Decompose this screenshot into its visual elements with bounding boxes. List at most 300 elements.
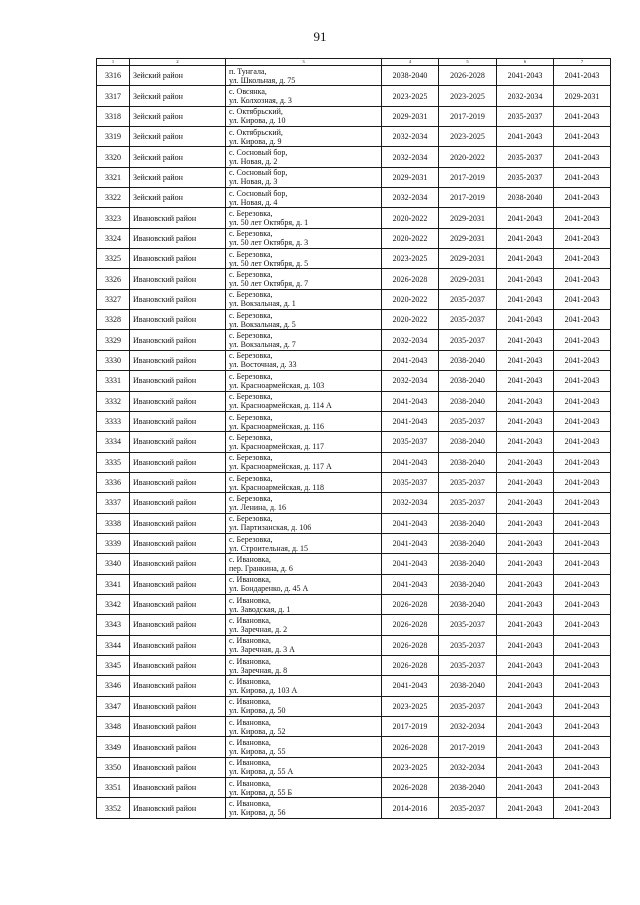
district-cell: Ивановский район	[130, 513, 226, 533]
address-cell	[226, 249, 382, 269]
table-row	[97, 554, 611, 574]
table-row	[97, 66, 611, 86]
period-cell-1: 2032-2034	[382, 493, 439, 513]
period-cell-4: 2041-2043	[554, 493, 611, 513]
address-cell	[226, 635, 382, 655]
address-settlement: с. Ивановка,	[229, 636, 271, 646]
address-street: ул. Кирова, д. 55	[229, 747, 286, 757]
period-cell-4: 2041-2043	[554, 106, 611, 126]
district-cell: Зейский район	[130, 127, 226, 147]
address-settlement: с. Сосновый бор,	[229, 168, 288, 178]
period-cell-1: 2026-2028	[382, 269, 439, 289]
row-number-cell: 3343	[97, 615, 130, 635]
address-settlement: с. Березовка,	[229, 310, 273, 320]
address-settlement: с. Березовка,	[229, 392, 273, 402]
address-cell	[226, 66, 382, 86]
period-cell-1: 2026-2028	[382, 778, 439, 798]
period-cell-1: 2023-2025	[382, 696, 439, 716]
address-street: ул. Новая, д. 3	[229, 177, 278, 187]
address-street: ул. 50 лет Октября, д. 3	[229, 238, 309, 248]
period-cell-1: 2026-2028	[382, 737, 439, 757]
address-cell	[226, 106, 382, 126]
period-cell-4: 2041-2043	[554, 513, 611, 533]
period-cell-3: 2041-2043	[497, 228, 554, 248]
address-cell	[226, 717, 382, 737]
district-cell: Ивановский район	[130, 493, 226, 513]
period-cell-3: 2041-2043	[497, 533, 554, 553]
row-number-cell: 3318	[97, 106, 130, 126]
period-cell-2: 2029-2031	[439, 269, 497, 289]
district-cell: Ивановский район	[130, 717, 226, 737]
table-row	[97, 452, 611, 472]
table-row	[97, 655, 611, 675]
period-cell-3: 2041-2043	[497, 371, 554, 391]
district-cell: Ивановский район	[130, 269, 226, 289]
table-row	[97, 188, 611, 208]
period-cell-2: 2035-2037	[439, 615, 497, 635]
period-cell-4: 2029-2031	[554, 86, 611, 106]
address-street: ул. Красноармейская, д. 117 А	[229, 462, 332, 472]
period-cell-2: 2035-2037	[439, 310, 497, 330]
address-cell	[226, 147, 382, 167]
period-cell-4: 2041-2043	[554, 350, 611, 370]
period-cell-1: 2029-2031	[382, 106, 439, 126]
period-cell-1: 2020-2022	[382, 208, 439, 228]
period-cell-4: 2041-2043	[554, 147, 611, 167]
district-cell: Зейский район	[130, 188, 226, 208]
address-cell	[226, 228, 382, 248]
period-cell-3: 2035-2037	[497, 147, 554, 167]
address-settlement: с. Березовка,	[229, 209, 273, 219]
period-cell-4: 2041-2043	[554, 391, 611, 411]
address-settlement: с. Овсянка,	[229, 87, 267, 97]
table-row	[97, 86, 611, 106]
column-number-5: 5	[439, 59, 497, 66]
address-cell	[226, 737, 382, 757]
address-cell	[226, 533, 382, 553]
table-row	[97, 269, 611, 289]
period-cell-2: 2038-2040	[439, 371, 497, 391]
period-cell-2: 2035-2037	[439, 289, 497, 309]
period-cell-2: 2029-2031	[439, 208, 497, 228]
address-settlement: с. Ивановка,	[229, 554, 271, 564]
period-cell-2: 2020-2022	[439, 147, 497, 167]
period-cell-4: 2041-2043	[554, 717, 611, 737]
address-street: ул. Заречная, д. 2	[229, 624, 288, 634]
address-cell	[226, 493, 382, 513]
period-cell-1: 2023-2025	[382, 757, 439, 777]
table-row	[97, 350, 611, 370]
period-cell-3: 2041-2043	[497, 513, 554, 533]
period-cell-4: 2041-2043	[554, 757, 611, 777]
address-cell	[226, 371, 382, 391]
period-cell-2: 2035-2037	[439, 472, 497, 492]
address-street: ул. Кирова, д. 55 А	[229, 767, 294, 777]
period-cell-2: 2038-2040	[439, 432, 497, 452]
address-street: ул. Ленина, д. 16	[229, 502, 287, 512]
address-settlement: с. Ивановка,	[229, 615, 271, 625]
period-cell-1: 2029-2031	[382, 167, 439, 187]
period-cell-2: 2038-2040	[439, 676, 497, 696]
table-body	[97, 66, 611, 819]
column-number-row	[97, 59, 611, 66]
row-number-cell: 3324	[97, 228, 130, 248]
address-cell	[226, 696, 382, 716]
period-cell-2: 2032-2034	[439, 717, 497, 737]
period-cell-4: 2041-2043	[554, 289, 611, 309]
address-cell	[226, 798, 382, 818]
period-cell-1: 2020-2022	[382, 310, 439, 330]
period-cell-1: 2041-2043	[382, 513, 439, 533]
address-street: ул. 50 лет Октября, д. 7	[229, 279, 309, 289]
district-cell: Ивановский район	[130, 330, 226, 350]
period-cell-4: 2041-2043	[554, 432, 611, 452]
period-cell-2: 2023-2025	[439, 127, 497, 147]
row-number-cell: 3352	[97, 798, 130, 818]
district-cell: Ивановский район	[130, 737, 226, 757]
table-row	[97, 432, 611, 452]
address-settlement: с. Ивановка,	[229, 676, 271, 686]
period-cell-1: 2032-2034	[382, 147, 439, 167]
period-cell-3: 2041-2043	[497, 594, 554, 614]
period-cell-4: 2041-2043	[554, 188, 611, 208]
table-row	[97, 106, 611, 126]
period-cell-3: 2041-2043	[497, 66, 554, 86]
address-street: ул. Кирова, д. 9	[229, 136, 282, 146]
table-row	[97, 330, 611, 350]
district-cell: Ивановский район	[130, 310, 226, 330]
table-row	[97, 696, 611, 716]
address-settlement: с. Березовка,	[229, 514, 273, 524]
district-cell: Зейский район	[130, 106, 226, 126]
period-cell-2: 2026-2028	[439, 66, 497, 86]
period-cell-3: 2041-2043	[497, 127, 554, 147]
period-cell-2: 2038-2040	[439, 391, 497, 411]
row-number-cell: 3349	[97, 737, 130, 757]
period-cell-1: 2032-2034	[382, 330, 439, 350]
address-cell	[226, 615, 382, 635]
address-cell	[226, 269, 382, 289]
address-settlement: с. Сосновый бор,	[229, 188, 288, 198]
table-row	[97, 513, 611, 533]
table-row	[97, 310, 611, 330]
period-cell-3: 2041-2043	[497, 655, 554, 675]
period-cell-2: 2038-2040	[439, 574, 497, 594]
table-row	[97, 411, 611, 431]
district-cell: Ивановский район	[130, 655, 226, 675]
period-cell-3: 2041-2043	[497, 798, 554, 818]
address-cell	[226, 676, 382, 696]
row-number-cell: 3336	[97, 472, 130, 492]
period-cell-4: 2041-2043	[554, 554, 611, 574]
period-cell-1: 2041-2043	[382, 391, 439, 411]
district-cell: Зейский район	[130, 147, 226, 167]
row-number-cell: 3345	[97, 655, 130, 675]
table-row	[97, 594, 611, 614]
period-cell-1: 2041-2043	[382, 452, 439, 472]
address-street: ул. Школьная, д. 75	[229, 75, 296, 85]
period-cell-1: 2032-2034	[382, 371, 439, 391]
period-cell-1: 2041-2043	[382, 350, 439, 370]
district-cell: Ивановский район	[130, 452, 226, 472]
address-settlement: с. Березовка,	[229, 534, 273, 544]
address-settlement: с. Березовка,	[229, 351, 273, 361]
row-number-cell: 3332	[97, 391, 130, 411]
table-row	[97, 228, 611, 248]
address-cell	[226, 778, 382, 798]
district-cell: Ивановский район	[130, 289, 226, 309]
column-number-2: 2	[130, 59, 226, 66]
address-street: ул. Бондаренко, д. 45 А	[229, 584, 309, 594]
address-settlement: п. Тунгала,	[229, 66, 267, 76]
register-table	[96, 58, 611, 819]
period-cell-2: 2038-2040	[439, 778, 497, 798]
address-settlement: с. Октябрьский,	[229, 107, 283, 117]
address-cell	[226, 452, 382, 472]
district-cell: Ивановский район	[130, 208, 226, 228]
address-settlement: с. Березовка,	[229, 229, 273, 239]
period-cell-2: 2017-2019	[439, 167, 497, 187]
address-cell	[226, 350, 382, 370]
period-cell-3: 2041-2043	[497, 310, 554, 330]
period-cell-1: 2032-2034	[382, 188, 439, 208]
period-cell-4: 2041-2043	[554, 696, 611, 716]
period-cell-3: 2041-2043	[497, 696, 554, 716]
address-settlement: с. Березовка,	[229, 331, 273, 341]
address-cell	[226, 574, 382, 594]
table-row	[97, 615, 611, 635]
period-cell-4: 2041-2043	[554, 269, 611, 289]
address-settlement: с. Ивановка,	[229, 575, 271, 585]
address-street: ул. Кирова, д. 10	[229, 116, 286, 126]
period-cell-1: 2023-2025	[382, 249, 439, 269]
address-settlement: с. Ивановка,	[229, 799, 271, 809]
period-cell-3: 2041-2043	[497, 249, 554, 269]
address-street: ул. Красноармейская, д. 117	[229, 441, 325, 451]
address-cell	[226, 411, 382, 431]
district-cell: Ивановский район	[130, 411, 226, 431]
district-cell: Ивановский район	[130, 757, 226, 777]
row-number-cell: 3347	[97, 696, 130, 716]
period-cell-2: 2017-2019	[439, 737, 497, 757]
table-row	[97, 574, 611, 594]
period-cell-1: 2026-2028	[382, 635, 439, 655]
period-cell-4: 2041-2043	[554, 411, 611, 431]
row-number-cell: 3344	[97, 635, 130, 655]
row-number-cell: 3316	[97, 66, 130, 86]
period-cell-3: 2041-2043	[497, 411, 554, 431]
address-cell	[226, 208, 382, 228]
district-cell: Зейский район	[130, 66, 226, 86]
district-cell: Ивановский район	[130, 472, 226, 492]
address-street: ул. Кирова, д. 52	[229, 726, 286, 736]
column-number-3: 3	[226, 59, 382, 66]
address-cell	[226, 127, 382, 147]
address-street: ул. Заречная, д. 8	[229, 665, 288, 675]
column-number-4: 4	[382, 59, 439, 66]
address-settlement: с. Березовка,	[229, 270, 273, 280]
period-cell-3: 2035-2037	[497, 106, 554, 126]
period-cell-2: 2029-2031	[439, 249, 497, 269]
address-street: ул. Кирова, д. 55 Б	[229, 787, 293, 797]
row-number-cell: 3342	[97, 594, 130, 614]
period-cell-3: 2038-2040	[497, 188, 554, 208]
district-cell: Ивановский район	[130, 533, 226, 553]
district-cell: Ивановский район	[130, 778, 226, 798]
period-cell-3: 2041-2043	[497, 778, 554, 798]
period-cell-2: 2035-2037	[439, 655, 497, 675]
table-row	[97, 737, 611, 757]
column-number-7: 7	[554, 59, 611, 66]
district-cell: Ивановский район	[130, 554, 226, 574]
period-cell-3: 2041-2043	[497, 493, 554, 513]
period-cell-4: 2041-2043	[554, 594, 611, 614]
period-cell-4: 2041-2043	[554, 676, 611, 696]
row-number-cell: 3340	[97, 554, 130, 574]
address-street: ул. Заводская, д. 1	[229, 604, 291, 614]
period-cell-4: 2041-2043	[554, 228, 611, 248]
table-row	[97, 127, 611, 147]
period-cell-2: 2038-2040	[439, 513, 497, 533]
table-row	[97, 493, 611, 513]
address-settlement: с. Ивановка,	[229, 595, 271, 605]
table-row	[97, 249, 611, 269]
period-cell-1: 2026-2028	[382, 594, 439, 614]
period-cell-2: 2038-2040	[439, 554, 497, 574]
period-cell-1: 2038-2040	[382, 66, 439, 86]
period-cell-4: 2041-2043	[554, 330, 611, 350]
address-street: пер. Гранкина, д. 6	[229, 563, 293, 573]
address-cell	[226, 391, 382, 411]
period-cell-3: 2041-2043	[497, 432, 554, 452]
address-cell	[226, 289, 382, 309]
row-number-cell: 3325	[97, 249, 130, 269]
table-row	[97, 778, 611, 798]
period-cell-4: 2041-2043	[554, 371, 611, 391]
row-number-cell: 3348	[97, 717, 130, 737]
row-number-cell: 3333	[97, 411, 130, 431]
address-cell	[226, 513, 382, 533]
period-cell-1: 2032-2034	[382, 127, 439, 147]
district-cell: Ивановский район	[130, 798, 226, 818]
address-cell	[226, 330, 382, 350]
period-cell-2: 2038-2040	[439, 452, 497, 472]
address-settlement: с. Ивановка,	[229, 717, 271, 727]
period-cell-3: 2041-2043	[497, 574, 554, 594]
row-number-cell: 3339	[97, 533, 130, 553]
period-cell-1: 2026-2028	[382, 615, 439, 635]
period-cell-1: 2023-2025	[382, 86, 439, 106]
period-cell-1: 2041-2043	[382, 676, 439, 696]
address-street: ул. Восточная, д. 33	[229, 360, 297, 370]
period-cell-3: 2035-2037	[497, 167, 554, 187]
period-cell-1: 2026-2028	[382, 655, 439, 675]
row-number-cell: 3351	[97, 778, 130, 798]
address-cell	[226, 86, 382, 106]
address-street: ул. Вокзальная, д. 5	[229, 319, 296, 329]
address-street: ул. Колхозная, д. 3	[229, 96, 292, 106]
column-number-1: 1	[97, 59, 130, 66]
period-cell-3: 2032-2034	[497, 86, 554, 106]
period-cell-3: 2041-2043	[497, 737, 554, 757]
address-cell	[226, 310, 382, 330]
address-settlement: с. Ивановка,	[229, 758, 271, 768]
address-street: ул. Красноармейская, д. 103	[229, 380, 325, 390]
district-cell: Ивановский район	[130, 574, 226, 594]
period-cell-1: 2041-2043	[382, 533, 439, 553]
period-cell-3: 2041-2043	[497, 554, 554, 574]
period-cell-3: 2041-2043	[497, 289, 554, 309]
period-cell-2: 2029-2031	[439, 228, 497, 248]
page-number: 91	[313, 29, 327, 44]
period-cell-4: 2041-2043	[554, 167, 611, 187]
period-cell-4: 2041-2043	[554, 655, 611, 675]
period-cell-3: 2041-2043	[497, 757, 554, 777]
district-cell: Ивановский район	[130, 615, 226, 635]
address-settlement: с. Ивановка,	[229, 738, 271, 748]
period-cell-1: 2020-2022	[382, 228, 439, 248]
address-settlement: с. Ивановка,	[229, 656, 271, 666]
period-cell-2: 2038-2040	[439, 350, 497, 370]
period-cell-2: 2017-2019	[439, 106, 497, 126]
address-street: ул. Красноармейская, д. 116	[229, 421, 325, 431]
address-settlement: с. Березовка,	[229, 371, 273, 381]
row-number-cell: 3334	[97, 432, 130, 452]
address-cell	[226, 594, 382, 614]
address-settlement: с. Березовка,	[229, 412, 273, 422]
district-cell: Ивановский район	[130, 635, 226, 655]
period-cell-4: 2041-2043	[554, 615, 611, 635]
table-row	[97, 635, 611, 655]
address-street: ул. Красноармейская, д. 114 А	[229, 401, 332, 411]
row-number-cell: 3337	[97, 493, 130, 513]
period-cell-4: 2041-2043	[554, 472, 611, 492]
period-cell-3: 2041-2043	[497, 330, 554, 350]
row-number-cell: 3326	[97, 269, 130, 289]
district-cell: Ивановский район	[130, 594, 226, 614]
address-cell	[226, 167, 382, 187]
period-cell-1: 2041-2043	[382, 411, 439, 431]
period-cell-4: 2041-2043	[554, 778, 611, 798]
address-settlement: с. Октябрьский,	[229, 127, 283, 137]
period-cell-2: 2035-2037	[439, 696, 497, 716]
district-cell: Ивановский район	[130, 350, 226, 370]
address-cell	[226, 554, 382, 574]
row-number-cell: 3330	[97, 350, 130, 370]
address-cell	[226, 188, 382, 208]
row-number-cell: 3327	[97, 289, 130, 309]
period-cell-4: 2041-2043	[554, 66, 611, 86]
table-row	[97, 167, 611, 187]
address-cell	[226, 757, 382, 777]
period-cell-1: 2041-2043	[382, 554, 439, 574]
period-cell-4: 2041-2043	[554, 249, 611, 269]
period-cell-2: 2035-2037	[439, 635, 497, 655]
period-cell-4: 2041-2043	[554, 452, 611, 472]
period-cell-2: 2023-2025	[439, 86, 497, 106]
period-cell-4: 2041-2043	[554, 208, 611, 228]
period-cell-3: 2041-2043	[497, 391, 554, 411]
period-cell-1: 2041-2043	[382, 574, 439, 594]
address-street: ул. 50 лет Октября, д. 5	[229, 258, 309, 268]
row-number-cell: 3322	[97, 188, 130, 208]
address-settlement: с. Ивановка,	[229, 778, 271, 788]
period-cell-4: 2041-2043	[554, 310, 611, 330]
column-number-6: 6	[497, 59, 554, 66]
address-street: ул. Красноармейская, д. 118	[229, 482, 325, 492]
period-cell-3: 2041-2043	[497, 452, 554, 472]
table-row	[97, 147, 611, 167]
